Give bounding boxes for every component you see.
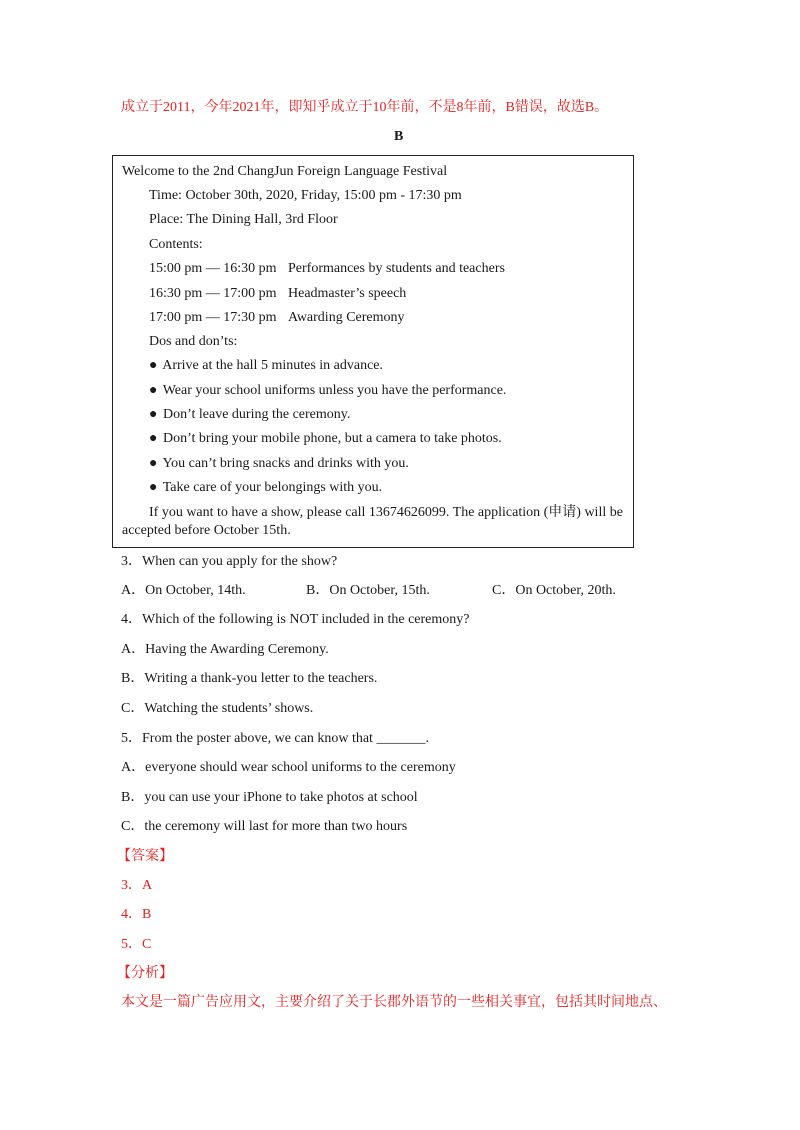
contents-label: Contents: (149, 237, 203, 252)
schedule-row (149, 260, 505, 278)
question-4-option-b: B．Writing a thank-you letter to the teachers. (121, 671, 378, 686)
apply-note-line2: accepted before October 15th. (122, 523, 291, 538)
analysis-text: 本文是一篇广告应用文，主要介绍了关于长郡外语节的一些相关事宜，包括其时间地点、 (121, 995, 667, 1010)
rule-text: Don’t bring your mobile phone, but a camera to take photos. (162, 431, 502, 446)
bullet-icon: ● (149, 456, 158, 471)
question-5-stem: 5．From the poster above, we can know that _______. (121, 731, 429, 746)
schedule-event: Awarding Ceremony (288, 310, 405, 325)
apply-note-line1: If you want to have a show, please call 13674626099. The application (申请) will be (149, 505, 623, 520)
answer-item: 3．A (121, 878, 153, 893)
rule-item (149, 479, 382, 497)
question-5-option-c: C．the ceremony will last for more than two hours (121, 819, 408, 834)
question-3-option-c: C．On October, 20th. (492, 583, 616, 598)
poster-place: Place: The Dining Hall, 3rd Floor (149, 212, 338, 227)
rule-text: Arrive at the hall 5 minutes in advance. (162, 358, 384, 373)
question-5-option-b: B．you can use your iPhone to take photos at school (121, 790, 418, 805)
answer-item: 5．C (121, 937, 152, 952)
bullet-icon: ● (149, 358, 158, 373)
question-5-option-a: A．everyone should wear school uniforms to the ceremony (121, 760, 456, 775)
bullet-icon: ● (149, 383, 158, 398)
schedule-time: 17:00 pm — 17:30 pm (149, 310, 277, 325)
schedule-event: Headmaster’s speech (288, 286, 407, 301)
rule-item (149, 430, 502, 448)
schedule-event: Performances by students and teachers (288, 261, 505, 276)
rule-item (149, 406, 350, 424)
bullet-icon: ● (149, 407, 158, 422)
rule-item (149, 357, 383, 375)
question-4-stem: 4．Which of the following is NOT included in the ceremony? (121, 612, 470, 627)
question-4-option-a: A．Having the Awarding Ceremony. (121, 642, 329, 657)
poster-title: Welcome to the 2nd ChangJun Foreign Language Festival (122, 164, 448, 179)
schedule-row (149, 285, 406, 303)
rule-text: You can’t bring snacks and drinks with you. (162, 456, 409, 471)
section-heading: B (394, 129, 404, 144)
schedule-time: 15:00 pm — 16:30 pm (149, 261, 277, 276)
rule-item (149, 455, 409, 473)
bullet-icon: ● (149, 431, 158, 446)
rule-text: Don’t leave during the ceremony. (162, 407, 351, 422)
question-3-option-a: A．On October, 14th. (121, 583, 246, 598)
rule-text: Wear your school uniforms unless you have the performance. (162, 383, 507, 398)
dos-donts-label: Dos and don’ts: (149, 334, 238, 349)
schedule-time: 16:30 pm — 17:00 pm (149, 286, 277, 301)
question-3-stem: 3．When can you apply for the show? (121, 554, 338, 569)
rule-text: Take care of your belongings with you. (162, 480, 383, 495)
question-4-option-c: C．Watching the students’ shows. (121, 701, 314, 716)
festival-poster (112, 155, 634, 548)
answer-item: 4．B (121, 907, 152, 922)
poster-time: Time: October 30th, 2020, Friday, 15:00 pm - 17:30 pm (149, 188, 462, 203)
answer-label: 【答案】 (117, 849, 173, 864)
rule-item (149, 382, 506, 400)
bullet-icon: ● (149, 480, 158, 495)
analysis-label: 【分析】 (117, 966, 173, 981)
schedule-row (149, 309, 405, 327)
intro-text: 成立于2011，今年2021年，即知乎成立于10年前，不是8年前，B错误，故选B。 (121, 100, 609, 115)
question-3-option-b: B．On October, 15th. (306, 583, 430, 598)
